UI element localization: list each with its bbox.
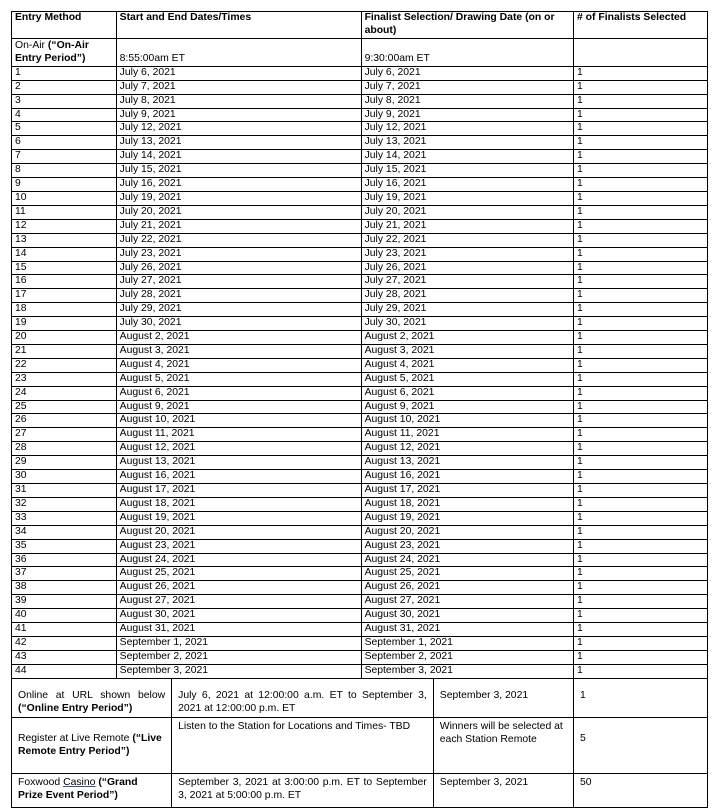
row-start-date: September 3, 2021 <box>116 664 361 678</box>
row-number: 10 <box>12 191 117 205</box>
row-number: 29 <box>12 456 117 470</box>
row-drawing-date: August 24, 2021 <box>361 553 573 567</box>
row-number: 32 <box>12 497 117 511</box>
row-number: 40 <box>12 609 117 623</box>
table-row <box>12 664 708 678</box>
row-start-date: September 2, 2021 <box>116 650 361 664</box>
row-finalist-count: 1 <box>574 609 708 623</box>
table-row <box>12 108 708 122</box>
row-finalist-count: 1 <box>574 414 708 428</box>
row-number: 34 <box>12 525 117 539</box>
grand-prize-count: 50 <box>574 773 708 807</box>
row-drawing-date: August 23, 2021 <box>361 539 573 553</box>
online-label-plain: Online at URL shown below <box>18 689 166 701</box>
table-row <box>12 66 708 80</box>
row-start-date: July 9, 2021 <box>116 108 361 122</box>
table-row <box>12 358 708 372</box>
table-row <box>12 303 708 317</box>
grand-prize-period: September 3, 2021 at 3:00:00 p.m. ET to September 3, 2021 at 5:00:00 p.m. ET <box>172 773 434 807</box>
table-row <box>12 344 708 358</box>
row-number: 36 <box>12 553 117 567</box>
row-number: 41 <box>12 623 117 637</box>
row-finalist-count: 1 <box>574 80 708 94</box>
row-start-date: August 20, 2021 <box>116 525 361 539</box>
row-finalist-count: 1 <box>574 178 708 192</box>
grand-prize-row <box>12 773 708 807</box>
row-number: 13 <box>12 233 117 247</box>
row-start-date: August 18, 2021 <box>116 497 361 511</box>
row-drawing-date: August 5, 2021 <box>361 372 573 386</box>
grand-prize-label <box>12 773 172 807</box>
table-row <box>12 442 708 456</box>
row-number: 20 <box>12 331 117 345</box>
row-number: 43 <box>12 650 117 664</box>
casino-link[interactable]: Casino <box>63 776 96 788</box>
row-number: 21 <box>12 344 117 358</box>
row-number: 5 <box>12 122 117 136</box>
row-number: 22 <box>12 358 117 372</box>
row-finalist-count: 1 <box>574 275 708 289</box>
row-start-date: July 21, 2021 <box>116 219 361 233</box>
row-drawing-date: July 30, 2021 <box>361 317 573 331</box>
row-drawing-date: July 12, 2021 <box>361 122 573 136</box>
table-row <box>12 650 708 664</box>
table-row <box>12 470 708 484</box>
row-drawing-date: July 15, 2021 <box>361 164 573 178</box>
row-start-date: July 22, 2021 <box>116 233 361 247</box>
row-number: 44 <box>12 664 117 678</box>
grand-prize-drawing: September 3, 2021 <box>433 773 573 807</box>
row-drawing-date: July 14, 2021 <box>361 150 573 164</box>
other-entry-methods-table <box>11 678 708 808</box>
row-finalist-count: 1 <box>574 386 708 400</box>
row-finalist-count: 1 <box>574 539 708 553</box>
row-number: 35 <box>12 539 117 553</box>
row-start-date: August 11, 2021 <box>116 428 361 442</box>
row-start-date: July 14, 2021 <box>116 150 361 164</box>
row-start-date: August 24, 2021 <box>116 553 361 567</box>
row-number: 4 <box>12 108 117 122</box>
row-finalist-count: 1 <box>574 108 708 122</box>
row-start-date: September 1, 2021 <box>116 636 361 650</box>
row-finalist-count: 1 <box>574 497 708 511</box>
row-start-date: August 3, 2021 <box>116 344 361 358</box>
row-number: 38 <box>12 581 117 595</box>
table-row <box>12 191 708 205</box>
grand-prize-label-bold: (“Grand Prize Event Period”) <box>18 776 138 801</box>
row-finalist-count: 1 <box>574 456 708 470</box>
table-row <box>12 289 708 303</box>
row-number: 27 <box>12 428 117 442</box>
grand-prize-label-plain: Foxwood <box>18 776 61 788</box>
table-row <box>12 484 708 498</box>
row-drawing-date: July 27, 2021 <box>361 275 573 289</box>
table-row <box>12 511 708 525</box>
row-number: 15 <box>12 261 117 275</box>
row-number: 1 <box>12 66 117 80</box>
row-finalist-count: 1 <box>574 664 708 678</box>
row-finalist-count: 1 <box>574 191 708 205</box>
row-drawing-date: July 21, 2021 <box>361 219 573 233</box>
live-remote-drawing: Winners will be selected at each Station Remote <box>433 717 573 773</box>
table-row <box>12 247 708 261</box>
table-row <box>12 539 708 553</box>
row-drawing-date: July 16, 2021 <box>361 178 573 192</box>
entry-schedule-document <box>11 11 708 808</box>
row-start-date: July 12, 2021 <box>116 122 361 136</box>
row-drawing-date: August 12, 2021 <box>361 442 573 456</box>
row-number: 24 <box>12 386 117 400</box>
table-row <box>12 428 708 442</box>
row-start-date: July 13, 2021 <box>116 136 361 150</box>
row-number: 31 <box>12 484 117 498</box>
table-row <box>12 94 708 108</box>
on-air-drawing-time: 9:30:00am ET <box>361 39 573 67</box>
table-row <box>12 581 708 595</box>
row-start-date: July 23, 2021 <box>116 247 361 261</box>
row-drawing-date: September 1, 2021 <box>361 636 573 650</box>
row-finalist-count: 1 <box>574 581 708 595</box>
row-start-date: August 4, 2021 <box>116 358 361 372</box>
row-number: 28 <box>12 442 117 456</box>
row-drawing-date: August 4, 2021 <box>361 358 573 372</box>
online-count: 1 <box>574 678 708 717</box>
row-start-date: August 19, 2021 <box>116 511 361 525</box>
row-start-date: July 8, 2021 <box>116 94 361 108</box>
table-row <box>12 233 708 247</box>
row-number: 11 <box>12 205 117 219</box>
table-row <box>12 150 708 164</box>
header-row <box>12 12 708 39</box>
row-drawing-date: July 26, 2021 <box>361 261 573 275</box>
row-start-date: July 28, 2021 <box>116 289 361 303</box>
row-drawing-date: August 6, 2021 <box>361 386 573 400</box>
row-finalist-count: 1 <box>574 553 708 567</box>
row-number: 33 <box>12 511 117 525</box>
row-drawing-date: July 22, 2021 <box>361 233 573 247</box>
row-start-date: August 5, 2021 <box>116 372 361 386</box>
row-finalist-count: 1 <box>574 303 708 317</box>
row-finalist-count: 1 <box>574 205 708 219</box>
row-start-date: July 16, 2021 <box>116 178 361 192</box>
row-finalist-count: 1 <box>574 289 708 303</box>
row-finalist-count: 1 <box>574 484 708 498</box>
row-start-date: August 10, 2021 <box>116 414 361 428</box>
table-row <box>12 386 708 400</box>
on-air-label-plain: On-Air <box>15 40 46 51</box>
row-number: 14 <box>12 247 117 261</box>
table-row <box>12 261 708 275</box>
row-start-date: August 26, 2021 <box>116 581 361 595</box>
live-remote-label-plain: Register at Live Remote <box>18 732 130 744</box>
table-row <box>12 636 708 650</box>
row-finalist-count: 1 <box>574 525 708 539</box>
row-number: 23 <box>12 372 117 386</box>
row-finalist-count: 1 <box>574 442 708 456</box>
table-row <box>12 372 708 386</box>
row-finalist-count: 1 <box>574 233 708 247</box>
row-number: 26 <box>12 414 117 428</box>
row-number: 19 <box>12 317 117 331</box>
row-start-date: August 13, 2021 <box>116 456 361 470</box>
row-number: 18 <box>12 303 117 317</box>
live-remote-count: 5 <box>574 717 708 773</box>
row-drawing-date: July 7, 2021 <box>361 80 573 94</box>
row-drawing-date: August 26, 2021 <box>361 581 573 595</box>
row-finalist-count: 1 <box>574 122 708 136</box>
header-start-end: Start and End Dates/Times <box>116 12 361 39</box>
row-drawing-date: July 8, 2021 <box>361 94 573 108</box>
table-row <box>12 178 708 192</box>
row-number: 7 <box>12 150 117 164</box>
table-row <box>12 553 708 567</box>
row-start-date: July 27, 2021 <box>116 275 361 289</box>
row-drawing-date: August 10, 2021 <box>361 414 573 428</box>
row-start-date: August 27, 2021 <box>116 595 361 609</box>
row-drawing-date: August 18, 2021 <box>361 497 573 511</box>
row-finalist-count: 1 <box>574 66 708 80</box>
on-air-label-bold: (“On-Air Entry Period”) <box>15 40 89 64</box>
table-row <box>12 414 708 428</box>
row-finalist-count: 1 <box>574 317 708 331</box>
row-finalist-count: 1 <box>574 136 708 150</box>
row-start-date: July 26, 2021 <box>116 261 361 275</box>
row-start-date: August 9, 2021 <box>116 400 361 414</box>
row-start-date: July 15, 2021 <box>116 164 361 178</box>
row-drawing-date: August 2, 2021 <box>361 331 573 345</box>
row-drawing-date: August 13, 2021 <box>361 456 573 470</box>
row-drawing-date: August 11, 2021 <box>361 428 573 442</box>
table-row <box>12 497 708 511</box>
row-finalist-count: 1 <box>574 94 708 108</box>
row-finalist-count: 1 <box>574 372 708 386</box>
row-drawing-date: July 9, 2021 <box>361 108 573 122</box>
row-number: 9 <box>12 178 117 192</box>
row-finalist-count: 1 <box>574 344 708 358</box>
online-row <box>12 678 708 717</box>
row-finalist-count: 1 <box>574 567 708 581</box>
table-row <box>12 525 708 539</box>
row-finalist-count: 1 <box>574 470 708 484</box>
row-drawing-date: August 20, 2021 <box>361 525 573 539</box>
row-start-date: August 6, 2021 <box>116 386 361 400</box>
table-row <box>12 456 708 470</box>
row-drawing-date: July 6, 2021 <box>361 66 573 80</box>
on-air-row <box>12 39 708 67</box>
row-start-date: July 19, 2021 <box>116 191 361 205</box>
row-number: 8 <box>12 164 117 178</box>
row-number: 25 <box>12 400 117 414</box>
row-start-date: August 12, 2021 <box>116 442 361 456</box>
row-start-date: July 20, 2021 <box>116 205 361 219</box>
row-finalist-count: 1 <box>574 331 708 345</box>
row-start-date: August 16, 2021 <box>116 470 361 484</box>
online-period: July 6, 2021 at 12:00:00 a.m. ET to September 3, 2021 at 12:00:00 p.m. ET <box>172 678 434 717</box>
table-row <box>12 164 708 178</box>
table-row <box>12 331 708 345</box>
row-finalist-count: 1 <box>574 511 708 525</box>
row-drawing-date: August 25, 2021 <box>361 567 573 581</box>
table-row <box>12 567 708 581</box>
row-number: 30 <box>12 470 117 484</box>
row-number: 3 <box>12 94 117 108</box>
row-start-date: August 30, 2021 <box>116 609 361 623</box>
table-row <box>12 80 708 94</box>
row-drawing-date: July 28, 2021 <box>361 289 573 303</box>
row-number: 42 <box>12 636 117 650</box>
row-start-date: July 7, 2021 <box>116 80 361 94</box>
row-drawing-date: August 19, 2021 <box>361 511 573 525</box>
table-row <box>12 205 708 219</box>
row-start-date: August 2, 2021 <box>116 331 361 345</box>
row-number: 17 <box>12 289 117 303</box>
table-row <box>12 609 708 623</box>
entry-schedule-table <box>11 11 708 679</box>
live-remote-period: Listen to the Station for Locations and Times- TBD <box>172 717 434 773</box>
header-entry-method: Entry Method <box>12 12 117 39</box>
row-drawing-date: September 2, 2021 <box>361 650 573 664</box>
row-drawing-date: August 9, 2021 <box>361 400 573 414</box>
row-drawing-date: July 19, 2021 <box>361 191 573 205</box>
table-row <box>12 219 708 233</box>
header-finalist-selection: Finalist Selection/ Drawing Date (on or about) <box>361 12 573 39</box>
table-row <box>12 623 708 637</box>
row-finalist-count: 1 <box>574 595 708 609</box>
online-label-bold: (“Online Entry Period”) <box>18 702 133 714</box>
row-number: 6 <box>12 136 117 150</box>
row-drawing-date: July 13, 2021 <box>361 136 573 150</box>
row-number: 16 <box>12 275 117 289</box>
row-start-date: August 23, 2021 <box>116 539 361 553</box>
row-drawing-date: July 20, 2021 <box>361 205 573 219</box>
row-number: 2 <box>12 80 117 94</box>
row-start-date: July 29, 2021 <box>116 303 361 317</box>
row-finalist-count: 1 <box>574 400 708 414</box>
table-row <box>12 136 708 150</box>
row-drawing-date: August 27, 2021 <box>361 595 573 609</box>
table-row <box>12 275 708 289</box>
row-start-date: August 17, 2021 <box>116 484 361 498</box>
row-drawing-date: August 17, 2021 <box>361 484 573 498</box>
on-air-count <box>574 39 708 67</box>
row-finalist-count: 1 <box>574 261 708 275</box>
table-row <box>12 595 708 609</box>
on-air-label <box>12 39 117 67</box>
row-drawing-date: August 3, 2021 <box>361 344 573 358</box>
row-finalist-count: 1 <box>574 247 708 261</box>
row-number: 39 <box>12 595 117 609</box>
row-number: 37 <box>12 567 117 581</box>
online-drawing: September 3, 2021 <box>433 678 573 717</box>
row-start-date: July 30, 2021 <box>116 317 361 331</box>
row-drawing-date: August 31, 2021 <box>361 623 573 637</box>
row-finalist-count: 1 <box>574 623 708 637</box>
table-row <box>12 317 708 331</box>
header-num-finalists: # of Finalists Selected <box>574 12 708 39</box>
row-number: 12 <box>12 219 117 233</box>
row-drawing-date: August 16, 2021 <box>361 470 573 484</box>
row-start-date: August 31, 2021 <box>116 623 361 637</box>
row-finalist-count: 1 <box>574 358 708 372</box>
table-row <box>12 400 708 414</box>
row-finalist-count: 1 <box>574 636 708 650</box>
row-finalist-count: 1 <box>574 219 708 233</box>
row-drawing-date: September 3, 2021 <box>361 664 573 678</box>
row-finalist-count: 1 <box>574 150 708 164</box>
row-start-date: August 25, 2021 <box>116 567 361 581</box>
row-finalist-count: 1 <box>574 164 708 178</box>
online-label <box>12 678 172 717</box>
live-remote-label-bold: (“Live Remote Entry Period”) <box>18 732 162 757</box>
row-drawing-date: July 23, 2021 <box>361 247 573 261</box>
row-start-date: July 6, 2021 <box>116 66 361 80</box>
row-drawing-date: August 30, 2021 <box>361 609 573 623</box>
row-drawing-date: July 29, 2021 <box>361 303 573 317</box>
table-row <box>12 122 708 136</box>
on-air-start-time: 8:55:00am ET <box>116 39 361 67</box>
row-finalist-count: 1 <box>574 650 708 664</box>
row-finalist-count: 1 <box>574 428 708 442</box>
